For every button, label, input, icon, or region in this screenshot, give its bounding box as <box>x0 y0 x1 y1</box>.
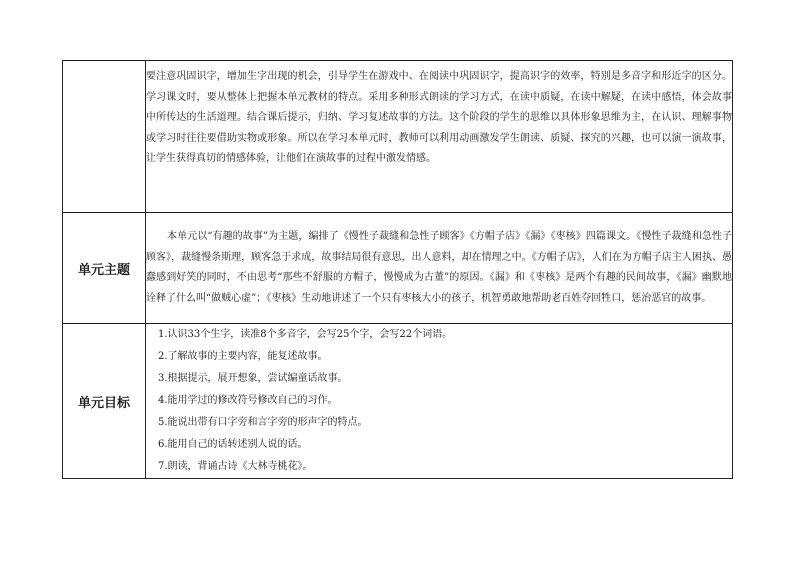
unit-theme-cell <box>146 213 733 324</box>
goal-item: 7.朗读，背诵古诗《大林寺桃花》。 <box>158 461 313 472</box>
unit-goals-cell <box>146 324 733 479</box>
goal-item: 2.了解故事的主要内容，能复述故事。 <box>158 351 328 362</box>
table-row-teaching-advice <box>63 61 733 213</box>
teaching-advice-text: 要注意巩固识字，增加生字出现的机会，引导学生在游戏中、在阅读中巩固识字，提高识字的效率，特别是多音字和形近字的区分。学习课文时，要从整体上把握本单元教材的特点。采用多种形式朗读的学习方式，在读中质疑，在读中解疑，在读中感悟，体会故事中所传达的生活道理。结合课后提示，归纳、学习复述故事的方法。这个阶段的学生的思维以具体形象思维为主，在认识、理解事物或学习时往往要借助实物或形象。所以在学习本单元时，教师可以利用动画激发学生朗读、质疑、探究的兴趣，也可以演一演故事，让学生获得真切的情感体验，让他们在演故事的过程中激发情感。 <box>146 71 732 164</box>
teaching-advice-cell <box>146 61 733 213</box>
table-row-unit-goals <box>63 324 733 479</box>
goal-item: 5.能说出带有口字旁和言字旁的形声字的特点。 <box>158 417 368 428</box>
goals-list <box>146 324 732 478</box>
unit-theme-text: 本单元以“有趣的故事”为主题，编排了《慢性子裁缝和急性子顾客》《方帽子店》《漏》《枣核》四篇课文。《慢性子裁缝和急性子顾客》，裁缝慢条斯理，顾客急于求成，故事结局很有意思，出人意料，却在情理之中。《方帽子店》，人们在为方帽子店主人困执、愚蠢感到好笑的同时，不由思考“那些不舒服的方帽子，慢慢成为古董”的原因。《漏》和《枣核》是两个有趣的民间故事，《漏》幽默地诠释了什么叫“做贼心虚”；《枣核》生动地讲述了一个只有枣核大小的孩子，机智勇敢地帮助老百姓夺回牲口，惩治恶官的故事。 <box>146 231 732 304</box>
goal-item: 3.根据提示，展开想象，尝试编童话故事。 <box>158 373 348 384</box>
goal-item: 1.认识33个生字，读准8个多音字，会写25个字，会写22个词语。 <box>158 329 453 340</box>
lesson-plan-table <box>62 60 733 479</box>
unit-goals-label: 单元目标 <box>63 324 146 479</box>
unit-theme-label: 单元主题 <box>63 213 146 324</box>
goal-item: 6.能用自己的话转述别人说的话。 <box>158 439 308 450</box>
row-label-empty <box>63 61 146 213</box>
table-row-unit-theme <box>63 213 733 324</box>
goal-item: 4.能用学过的修改符号修改自己的习作。 <box>158 395 338 406</box>
